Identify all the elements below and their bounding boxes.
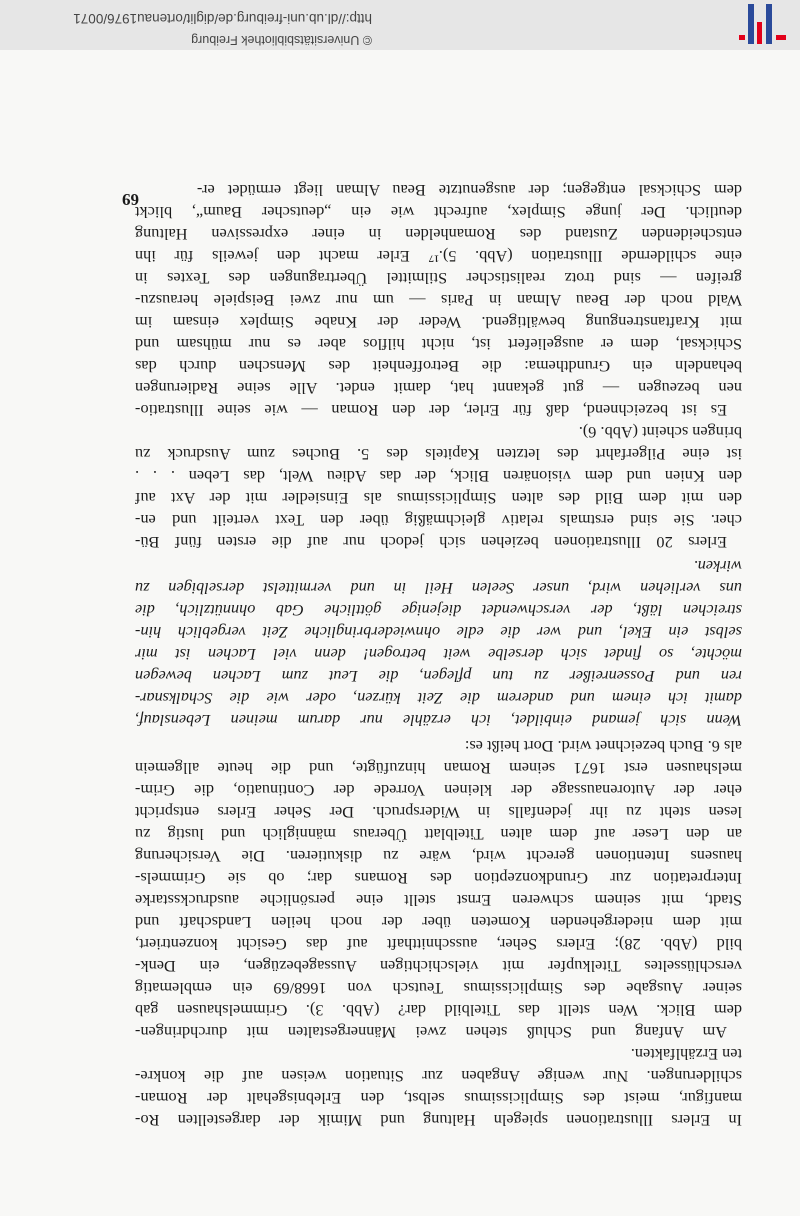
text-line: seiner Ausgabe des Simplicissimus Teutsch von 1668/69 ein emblematig — [135, 979, 742, 998]
text-line: deutlich. Der junge Simplex, aufrecht wie ein „deutscher Baum“, blickt — [135, 203, 742, 222]
quote-line: möchte, so findet sich derselbe weit betrogen! denn viel Lachen ist mir — [135, 645, 742, 664]
text-line: bringen scheint (Abb. 6). — [578, 423, 742, 442]
text-line: ten Erzählfakten. — [630, 1045, 742, 1064]
text-line: manfigur, meist des Simplicissimus selbst, den Erlebnisgehalt der Roman- — [135, 1089, 742, 1108]
text-line: cher. Sie sind erstmals relativ gleichmäßig über den Text verteilt und en- — [135, 511, 742, 530]
page-number: 69 — [122, 190, 139, 209]
quote-line: damit ich einem und anderem die Zeit kürzen, oder wie die Schalksnar- — [135, 689, 742, 708]
quote-line: uns verliehen wird, unser Seelen Heil in und vermittelst derselbigen zu — [135, 579, 742, 598]
text-line: an den Leser auf dem alten Titelblatt Überaus männiglich und lustig zu — [135, 825, 742, 844]
text-line: mit Kraftanstrengung bewältigend. Weder der Knabe Simplex einsam im — [135, 313, 742, 332]
text-line: behandeln ein Grundthema: die Betroffenheit des Menschen durch das — [135, 357, 742, 376]
text-line: ist eine Pilgerfahrt des letzten Kapitels des 5. Buches zum Ausdruck zu — [135, 445, 742, 464]
text-line: den mit dem Bild des alten Simplicissimus als Einsiedler mit der Axt auf — [135, 489, 742, 508]
text-line: entscheidenden Zustand des Romanhelden in einer expressiven Haltung — [135, 225, 742, 244]
text-line: Am Anfang und Schluß stehen zwei Männergestalten mit durchdringen- — [135, 1023, 727, 1042]
text-line: eine schildernde Illustration (Abb. 5).¹⁷ Erler macht den jeweils für ihn — [135, 247, 742, 266]
text-line: eher der Autorenaussage der kleinen Vorrede der Continuatio, die Grim- — [135, 781, 742, 800]
document-page — [0, 50, 800, 1216]
text-line: dem Blick. Wen stellt das Titelbild dar? (Abb. 3). Grimmelshausen gab — [135, 1001, 742, 1020]
footer-bar — [0, 0, 800, 50]
text-line: Wald noch der Beau Alman in Paris — um nur zwei Beispiele herauszu- — [135, 291, 742, 310]
text-line: Es ist bezeichnend, daß für Erler, der den Roman — wie seine Illustratio- — [135, 401, 727, 420]
text-line: mit dem niedergehenden Kometen über der noch heilen Landschaft und — [135, 913, 742, 932]
text-line: bild (Abb. 28); Erlers Seher, ausschnitthaft auf das Gesicht konzentriert, — [135, 935, 742, 954]
text-line: als 6. Buch bezeichnet wird. Dort heißt es: — [464, 737, 742, 756]
text-line: greifen — sind trotz realistischer Stilmittel Übertragungen des Textes in — [135, 269, 742, 288]
text-line: den Knien und dem visionären Blick, der das Adieu Welt, das Leben . . . — [135, 467, 742, 486]
text-line: schilderungen. Nur wenige Angaben zur Situation weisen auf die konkre- — [135, 1067, 742, 1086]
text-line: hausens Intentionen gerecht wird, wäre zu diskutieren. Die Versicherung — [135, 847, 742, 866]
text-line: Stadt, mit seinem schweren Ernst stellt eine persönliche ausdrucksstarke — [135, 891, 742, 910]
text-line: lesen steht zu ihr jedenfalls in Widerspruch. Der Seher Erlers entspricht — [135, 803, 742, 822]
text-line: dem Schicksal entgegen; der ausgenutzte Beau Alman liegt ermüdet er- — [197, 181, 742, 200]
university-logo-icon — [738, 2, 788, 46]
text-line: Erlers 20 Illustrationen beziehen sich jedoch nur auf die ersten fünf Bü- — [135, 533, 727, 552]
text-line: Schicksal, dem er ausgeliefert ist, nicht hilflos aber es nur mühsam und — [135, 335, 742, 354]
source-url-link[interactable]: http://dl.ub.uni-freiburg.de/diglit/ortenau1976/0071 — [73, 11, 372, 26]
quote-line: selbst ein Ekel, und wer die edle ohnwiederbringliche Zeit vergeblich hin- — [135, 623, 742, 642]
text-line: melshausen erst 1671 seinem Roman hinzufügte, und die heute allgemein — [135, 759, 742, 778]
text-line: In Erlers Illustrationen spiegeln Haltung und Mimik der dargestellten Ro- — [135, 1111, 742, 1130]
text-line: verschlüsseltes Titelkupfer mit vielschichtigen Aussagebezügen, ein Denk- — [135, 957, 742, 976]
copyright-notice: © Universitätsbibliothek Freiburg — [191, 33, 372, 47]
text-line: Interpretation zur Grundkonzeption des Romans dar; ob sie Grimmels- — [135, 869, 742, 888]
quote-line: streichen läßt, der verschwendet diejenige göttliche Gab ohnnützlich, die — [135, 601, 742, 620]
quote-line: ren und Possenreißer zu tun pflegen, die Leut zum Lachen bewegen — [135, 667, 742, 686]
quote-line: wirken. — [693, 557, 742, 576]
text-line: nen bezeugen — gut gekannt hat, damit endet. Alle seine Radierungen — [135, 379, 742, 398]
quote-line: Wenn sich jemand einbildet, ich erzähle nur darum meinen Lebenslauf, — [135, 711, 742, 730]
